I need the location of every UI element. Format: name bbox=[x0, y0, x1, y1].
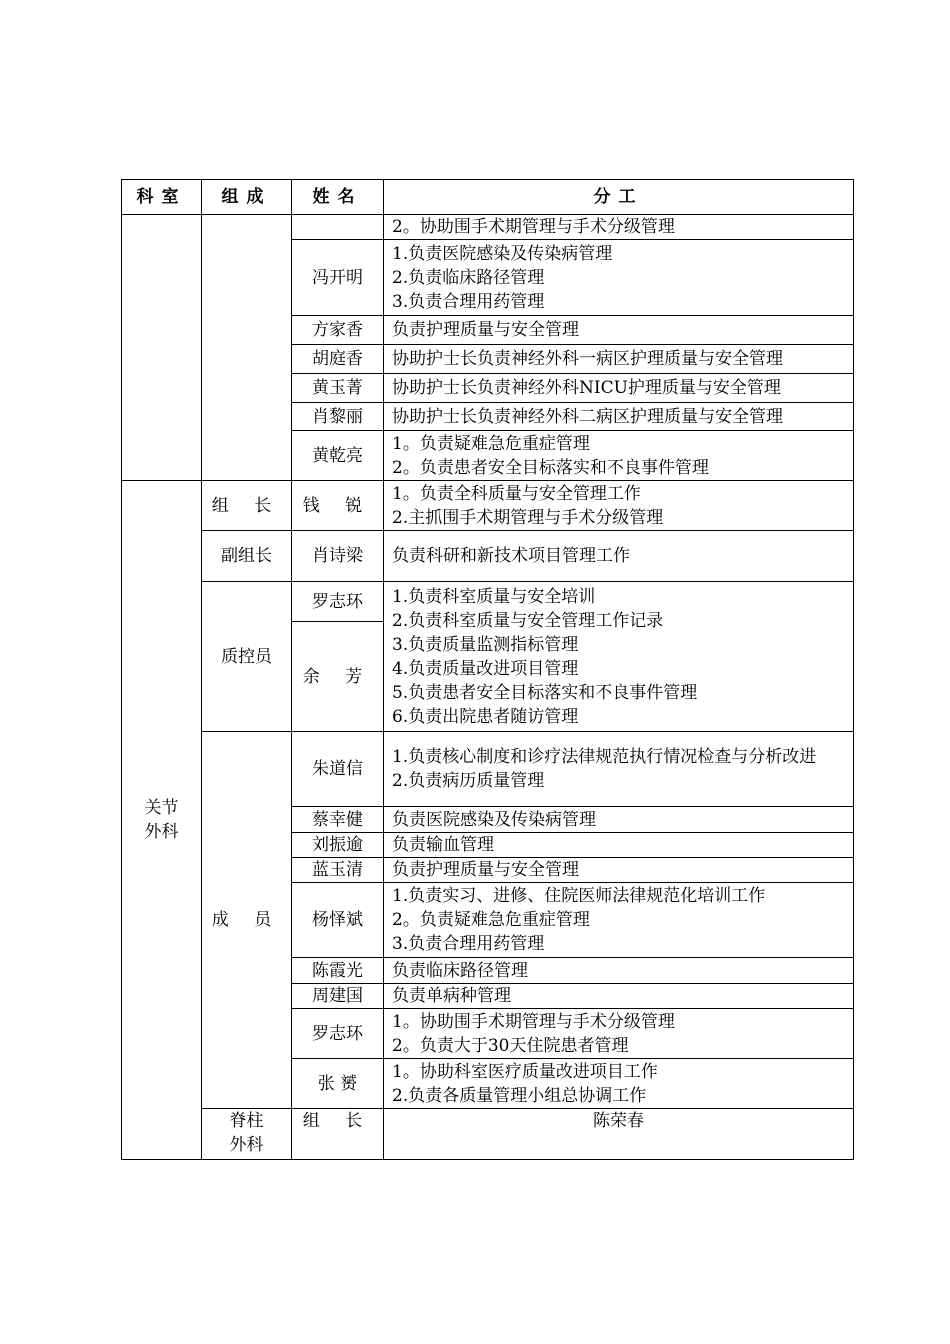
duty-cell: 负责临床路径管理 bbox=[384, 958, 854, 984]
duty-cell: 1。负责疑难急危重症管理 2。负责患者安全目标落实和不良事件管理 bbox=[384, 431, 854, 481]
name-cell: 肖黎丽 bbox=[292, 403, 384, 431]
name-cell: 陈荣春 bbox=[384, 1109, 854, 1160]
duty-cell: 负责护理质量与安全管理 bbox=[384, 858, 854, 883]
name-cell: 朱道信 bbox=[292, 732, 384, 807]
duty-cell: 协助护士长负责神经外科二病区护理质量与安全管理 bbox=[384, 403, 854, 431]
name-cell: 胡庭香 bbox=[292, 345, 384, 374]
duty-cell: 2。协助围手术期管理与手术分级管理 bbox=[384, 215, 854, 240]
header-group: 组成 bbox=[202, 180, 292, 215]
dept-cell-continued bbox=[122, 215, 202, 481]
name-cell: 钱 锐 bbox=[292, 481, 384, 531]
duty-cell: 协助护士长负责神经外科NICU护理质量与安全管理 bbox=[384, 374, 854, 403]
duty-cell: 1。负责全科质量与安全管理工作 2.主抓围手术期管理与手术分级管理 bbox=[384, 481, 854, 531]
duty-cell: 1.负责医院感染及传染病管理 2.负责临床路径管理 3.负责合理用药管理 bbox=[384, 240, 854, 316]
table-row bbox=[122, 582, 854, 622]
duty-cell: 1.负责核心制度和诊疗法律规范执行情况检查与分析改进 2.负责病历质量管理 bbox=[384, 732, 854, 807]
name-cell: 冯开明 bbox=[292, 240, 384, 316]
duty-cell: 1。协助围手术期管理与手术分级管理 2。负责大于30天住院患者管理 bbox=[384, 1009, 854, 1059]
duty-cell: 1。协助科室医疗质量改进项目工作 2.负责各质量管理小组总协调工作 bbox=[384, 1059, 854, 1109]
role-qc: 质控员 bbox=[202, 582, 292, 732]
duty-cell: 1.负责实习、进修、住院医师法律规范化培训工作 2。负责疑难急危重症管理 3.负责合理用药管理 bbox=[384, 883, 854, 958]
name-cell: 刘振逾 bbox=[292, 833, 384, 858]
table-row bbox=[122, 732, 854, 807]
duty-cell: 负责护理质量与安全管理 bbox=[384, 316, 854, 345]
name-cell: 肖诗梁 bbox=[292, 531, 384, 582]
header-dept: 科室 bbox=[122, 180, 202, 215]
header-name: 姓名 bbox=[292, 180, 384, 215]
duty-cell: 负责医院感染及传染病管理 bbox=[384, 807, 854, 833]
header-row bbox=[122, 180, 854, 215]
header-duty: 分工 bbox=[384, 180, 854, 215]
name-cell: 张 赟 bbox=[292, 1059, 384, 1109]
duty-cell-qc: 1.负责科室质量与安全培训 2.负责科室质量与安全管理工作记录 3.负责质量监测指标管理 4.负责质量改进项目管理 5.负责患者安全目标落实和不良事件管理 6.负责出院患者随访管理 bbox=[384, 582, 854, 732]
table-row bbox=[122, 1109, 854, 1160]
name-cell: 杨怿斌 bbox=[292, 883, 384, 958]
role-deputy: 副组长 bbox=[202, 531, 292, 582]
name-cell: 黄玉菁 bbox=[292, 374, 384, 403]
name-cell: 方家香 bbox=[292, 316, 384, 345]
duty-cell: 负责科研和新技术项目管理工作 bbox=[384, 531, 854, 582]
name-cell: 蓝玉清 bbox=[292, 858, 384, 883]
duty-table bbox=[121, 179, 854, 1160]
dept-cell-spine: 脊柱 外科 bbox=[202, 1109, 292, 1160]
role-leader: 组 长 bbox=[202, 481, 292, 531]
duty-cell: 负责输血管理 bbox=[384, 833, 854, 858]
role-leader: 组 长 bbox=[292, 1109, 384, 1160]
name-cell: 余 芳 bbox=[292, 622, 384, 732]
name-cell: 黄乾亮 bbox=[292, 431, 384, 481]
name-cell: 罗志环 bbox=[292, 582, 384, 622]
table-row bbox=[122, 481, 854, 531]
table-row bbox=[122, 531, 854, 582]
duty-cell: 负责单病种管理 bbox=[384, 984, 854, 1009]
name-cell bbox=[292, 215, 384, 240]
table-row bbox=[122, 215, 854, 240]
name-cell: 周建国 bbox=[292, 984, 384, 1009]
duty-cell: 协助护士长负责神经外科一病区护理质量与安全管理 bbox=[384, 345, 854, 374]
name-cell: 蔡幸健 bbox=[292, 807, 384, 833]
name-cell: 陈霞光 bbox=[292, 958, 384, 984]
group-cell-continued bbox=[202, 215, 292, 481]
dept-cell-joint: 关节 外科 bbox=[122, 481, 202, 1160]
role-members: 成 员 bbox=[202, 732, 292, 1109]
name-cell: 罗志环 bbox=[292, 1009, 384, 1059]
